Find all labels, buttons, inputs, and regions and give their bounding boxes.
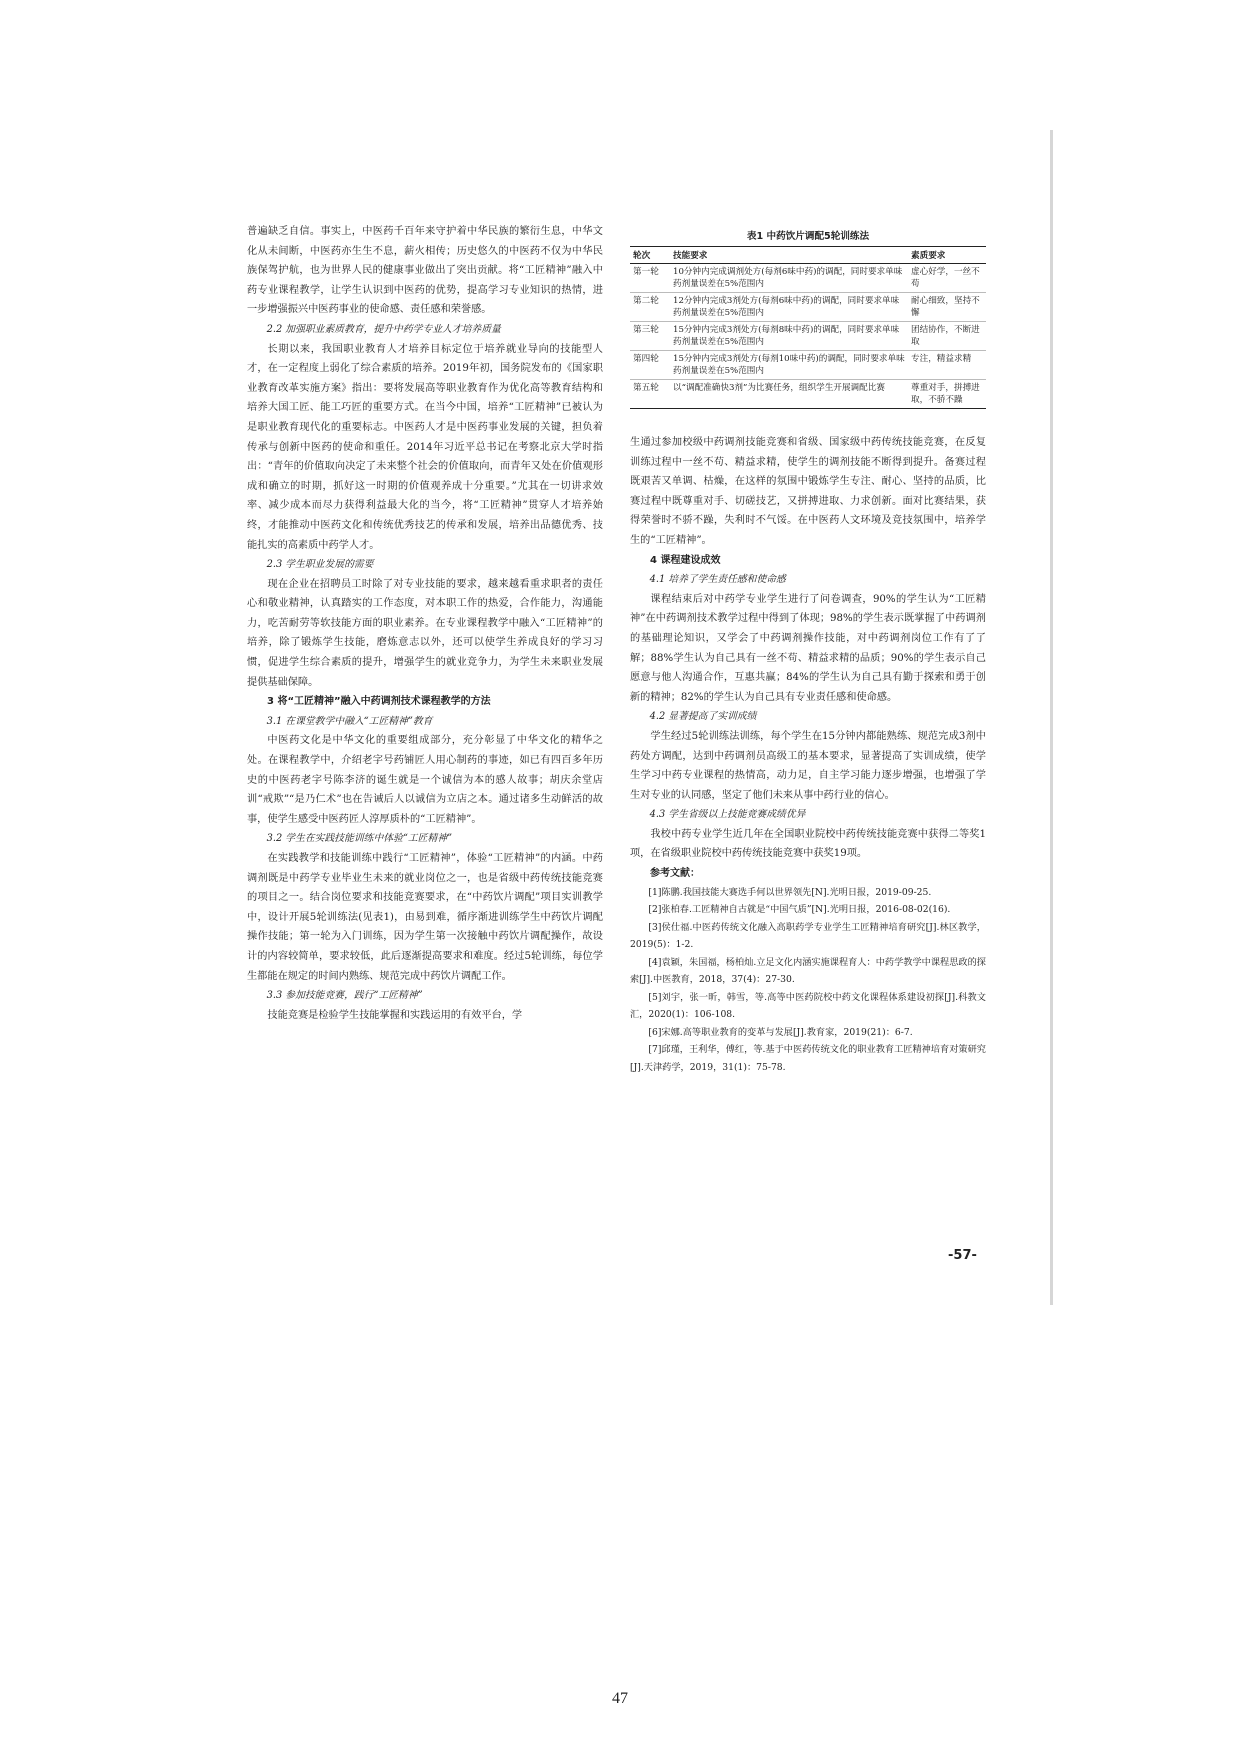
table-row xyxy=(630,293,986,322)
reference-item: [3]侯仕福.中医药传统文化融入高职药学专业学生工匠精神培育研究[J].林区教学，2019(5)：1-2. xyxy=(630,921,986,951)
table-cell: 第一轮 xyxy=(630,264,670,293)
right-column xyxy=(630,433,986,1076)
paragraph: 生通过参加校级中药调剂技能竞赛和省级、国家级中药传统技能竞赛，在反复训练过程中一丝不苟、精益求精，使学生的调剂技能不断得到提升。备赛过程既艰苦又单调、枯燥，在这样的氛围中锻炼学生专注、耐心、坚持的品质，比赛过程中既尊重对手、切磋技艺，又拼搏进取、力求创新。面对比赛结果，获得荣誉时不骄不躁，失利时不气馁。在中医药人文环境及竞技氛围中，培养学生的“工匠精神”。 xyxy=(630,437,986,546)
table-header: 素质要求 xyxy=(908,247,986,264)
paragraph: 现在企业在招聘员工时除了对专业技能的要求，越来越看重求职者的责任心和敬业精神，认真踏实的工作态度，对本职工作的热爱，合作能力，沟通能力，吃苦耐劳等软技能方面的职业素养。在专业课程教学中融入“工匠精神”的培养，除了锻炼学生技能，磨炼意志以外，还可以使学生养成良好的学习习惯，促进学生综合素质的提升，增强学生的就业竞争力，为学生未来职业发展提供基础保障。 xyxy=(247,578,603,688)
paragraph: 技能竞赛是检验学生技能掌握和实践运用的有效平台，学 xyxy=(267,1009,523,1021)
table-cell: 15分钟内完成3剂处方(每剂10味中药)的调配，同时要求单味药剂量误差在5%范围内 xyxy=(670,351,908,380)
table-cell: 第二轮 xyxy=(630,293,670,322)
table-title: 表1 中药饮片调配5轮训练法 xyxy=(746,231,870,242)
table-cell: 12分钟内完成3剂处方(每剂6味中药)的调配，同时要求单味药剂量误差在5%范围内 xyxy=(670,293,908,322)
section-heading: 2.3 学生职业发展的需要 xyxy=(266,559,374,571)
section-heading: 3.1 在课堂教学中融入“工匠精神”教育 xyxy=(266,715,433,727)
table-row xyxy=(630,264,986,293)
journal-page-number: -57- xyxy=(948,1248,977,1263)
reference-item: [1]陈鹏.我国技能大赛选手何以世界领先[N].光明日报，2019-09-25. xyxy=(648,886,932,898)
page-number: 47 xyxy=(612,1690,628,1707)
training-table xyxy=(630,246,986,409)
table-cell: 第三轮 xyxy=(630,322,670,351)
table-row xyxy=(630,380,986,409)
table-cell: 耐心细致，坚持不懈 xyxy=(908,293,986,322)
left-column xyxy=(247,222,603,1025)
paragraph: 普遍缺乏自信。事实上，中医药千百年来守护着中华民族的繁衍生息，中华文化从未间断，中医药亦生生不息，薪火相传；历史悠久的中医药不仅为中华民族保驾护航，也为世界人民的健康事业做出了突出贡献。将“工匠精神”融入中药专业课程教学，让学生认识到中医药的优势，提高学习专业知识的热情，进一步增强振兴中医药事业的使命感、责任感和荣誉感。 xyxy=(247,226,603,316)
table-cell: 第四轮 xyxy=(630,351,670,380)
table-cell: 以“调配准确快3剂”为比赛任务，组织学生开展调配比赛 xyxy=(670,380,908,409)
page-edge-rule xyxy=(1050,130,1053,1305)
paragraph: 长期以来，我国职业教育人才培养目标定位于培养就业导向的技能型人才，在一定程度上弱化了综合素质的培养。2019年初，国务院发布的《国家职业教育改革实施方案》指出：要将发展高等职业教育作为优化高等教育结构和培养大国工匠、能工巧匠的重要方式。在当今中国，培养“工匠精神”已被认为是职业教育现代化的重要标志。中医药人才是中医药事业发展的关键，担负着传承与创新中医药的使命和重任。2014年习近平总书记在考察北京大学时指出：“青年的价值取向决定了未来整个社会的价值取向，而青年又处在价值观形成和确立的时期，抓好这一时期的价值观养成十分重要。”尤其在一切讲求效率、减少成本而尽力获得利益最大化的当今，将“工匠精神”贯穿人才培养始终，才能推动中医药文化和传统优秀技艺的传承和发展，培养出品德优秀、技能扎实的高素质中药学人才。 xyxy=(247,343,603,551)
reference-item: [2]张柏春.工匠精神自古就是“中国气质”[N].光明日报，2016-08-02(16). xyxy=(648,904,951,916)
paragraph: 我校中药专业学生近几年在全国职业院校中药传统技能竞赛中获得二等奖1项，在省级职业院校中药传统技能竞赛中获奖19项。 xyxy=(630,828,986,860)
table-header: 技能要求 xyxy=(670,247,908,264)
paragraph: 课程结束后对中药学专业学生进行了问卷调查，90%的学生认为“工匠精神”在中药调剂技术教学过程中得到了体现；98%的学生表示既掌握了中药调剂的基础理论知识，又学会了中药调剂操作技能，对中药调剂岗位工作有了了解；88%学生认为自己具有一丝不苟、精益求精的品质；90%的学生表示自己愿意与他人沟通合作，互惠共赢；84%的学生认为自己具有勤于探索和勇于创新的精神；82%的学生认为自己具有专业责任感和使命感。 xyxy=(630,593,986,703)
section-heading: 3 将“工匠精神”融入中药调剂技术课程教学的方法 xyxy=(267,696,491,708)
reference-item: [4]袁颖，朱国福，杨柏灿.立足文化内涵实施课程育人：中药学教学中课程思政的探索[J].中医教育，2018，37(4)：27-30. xyxy=(630,956,986,986)
reference-item: [7]邱瑾，王利华，傅红，等.基于中医药传统文化的职业教育工匠精神培育对策研究[J].天津药学，2019，31(1)：75-78. xyxy=(630,1044,986,1073)
table-cell: 专注，精益求精 xyxy=(908,351,986,380)
reference-item: [6]宋娜.高等职业教育的变革与发展[J].教育家，2019(21)：6-7. xyxy=(648,1026,913,1038)
section-heading: 4 课程建设成效 xyxy=(650,554,721,566)
table-cell: 10分钟内完成调剂处方(每剂6味中药)的调配，同时要求单味药剂量误差在5%范围内 xyxy=(670,264,908,293)
table-cell: 尊重对手，拼搏进取，不骄不躁 xyxy=(908,380,986,409)
references-title: 参考文献： xyxy=(650,868,700,880)
section-heading: 4.3 学生省级以上技能竞赛成绩优异 xyxy=(649,809,806,821)
table-cell: 虚心好学，一丝不苟 xyxy=(908,264,986,293)
section-heading: 4.1 培养了学生责任感和使命感 xyxy=(649,574,786,586)
reference-item: [5]刘宇，张一昕，韩雪，等.高等中医药院校中药文化课程体系建设初探[J].科教文汇，2020(1)：106-108. xyxy=(630,991,986,1021)
section-heading: 3.3 参加技能竞赛，践行“工匠精神” xyxy=(266,990,423,1002)
paragraph: 中医药文化是中华文化的重要组成部分，充分彰显了中华文化的精华之处。在课程教学中，介绍老字号药铺匠人用心制药的事迹，如已有四百多年历史的中医药老字号陈李济的诞生就是一个诚信为本的感人故事；胡庆余堂店训“戒欺”“是乃仁术”也在告诫后人以诚信为立店之本。通过诸多生动鲜活的故事，使学生感受中医药匠人淳厚质朴的“工匠精神”。 xyxy=(247,735,603,825)
section-heading: 4.2 显著提高了实训成绩 xyxy=(649,711,757,723)
paragraph: 学生经过5轮训练法训练，每个学生在15分钟内都能熟练、规范完成3剂中药处方调配，达到中药调剂员高级工的基本要求，显著提高了实训成绩，使学生学习中药专业课程的热情高，动力足，自主学习能力逐步增强，也增强了学生对专业的认同感，坚定了他们未来从事中药行业的信心。 xyxy=(630,730,986,801)
table-cell: 15分钟内完成3剂处方(每剂8味中药)的调配，同时要求单味药剂量误差在5%范围内 xyxy=(670,322,908,351)
table-1 xyxy=(630,228,986,409)
paragraph: 在实践教学和技能训练中践行“工匠精神”，体验“工匠精神”的内涵。中药调剂既是中药学专业毕业生未来的就业岗位之一，也是省级中药传统技能竞赛的项目之一。结合岗位要求和技能竞赛要求，在“中药饮片调配”项目实训教学中，设计开展5轮训练法(见表1)，由易到难，循序渐进训练学生中药饮片调配操作技能；第一轮为入门训练，因为学生第一次接触中药饮片调配操作，故设计的内容较简单，要求较低，此后逐渐提高要求和难度。经过5轮训练，每位学生都能在规定的时间内熟练、规范完成中药饮片调配工作。 xyxy=(247,853,603,982)
section-heading: 2.2 加强职业素质教育，提升中药学专业人才培养质量 xyxy=(266,323,501,335)
table-row xyxy=(630,322,986,351)
section-heading: 3.2 学生在实践技能训练中体验“工匠精神” xyxy=(266,833,453,845)
table-header: 轮次 xyxy=(630,247,670,264)
table-row xyxy=(630,351,986,380)
table-cell: 团结协作，不断进取 xyxy=(908,322,986,351)
table-cell: 第五轮 xyxy=(630,380,670,409)
